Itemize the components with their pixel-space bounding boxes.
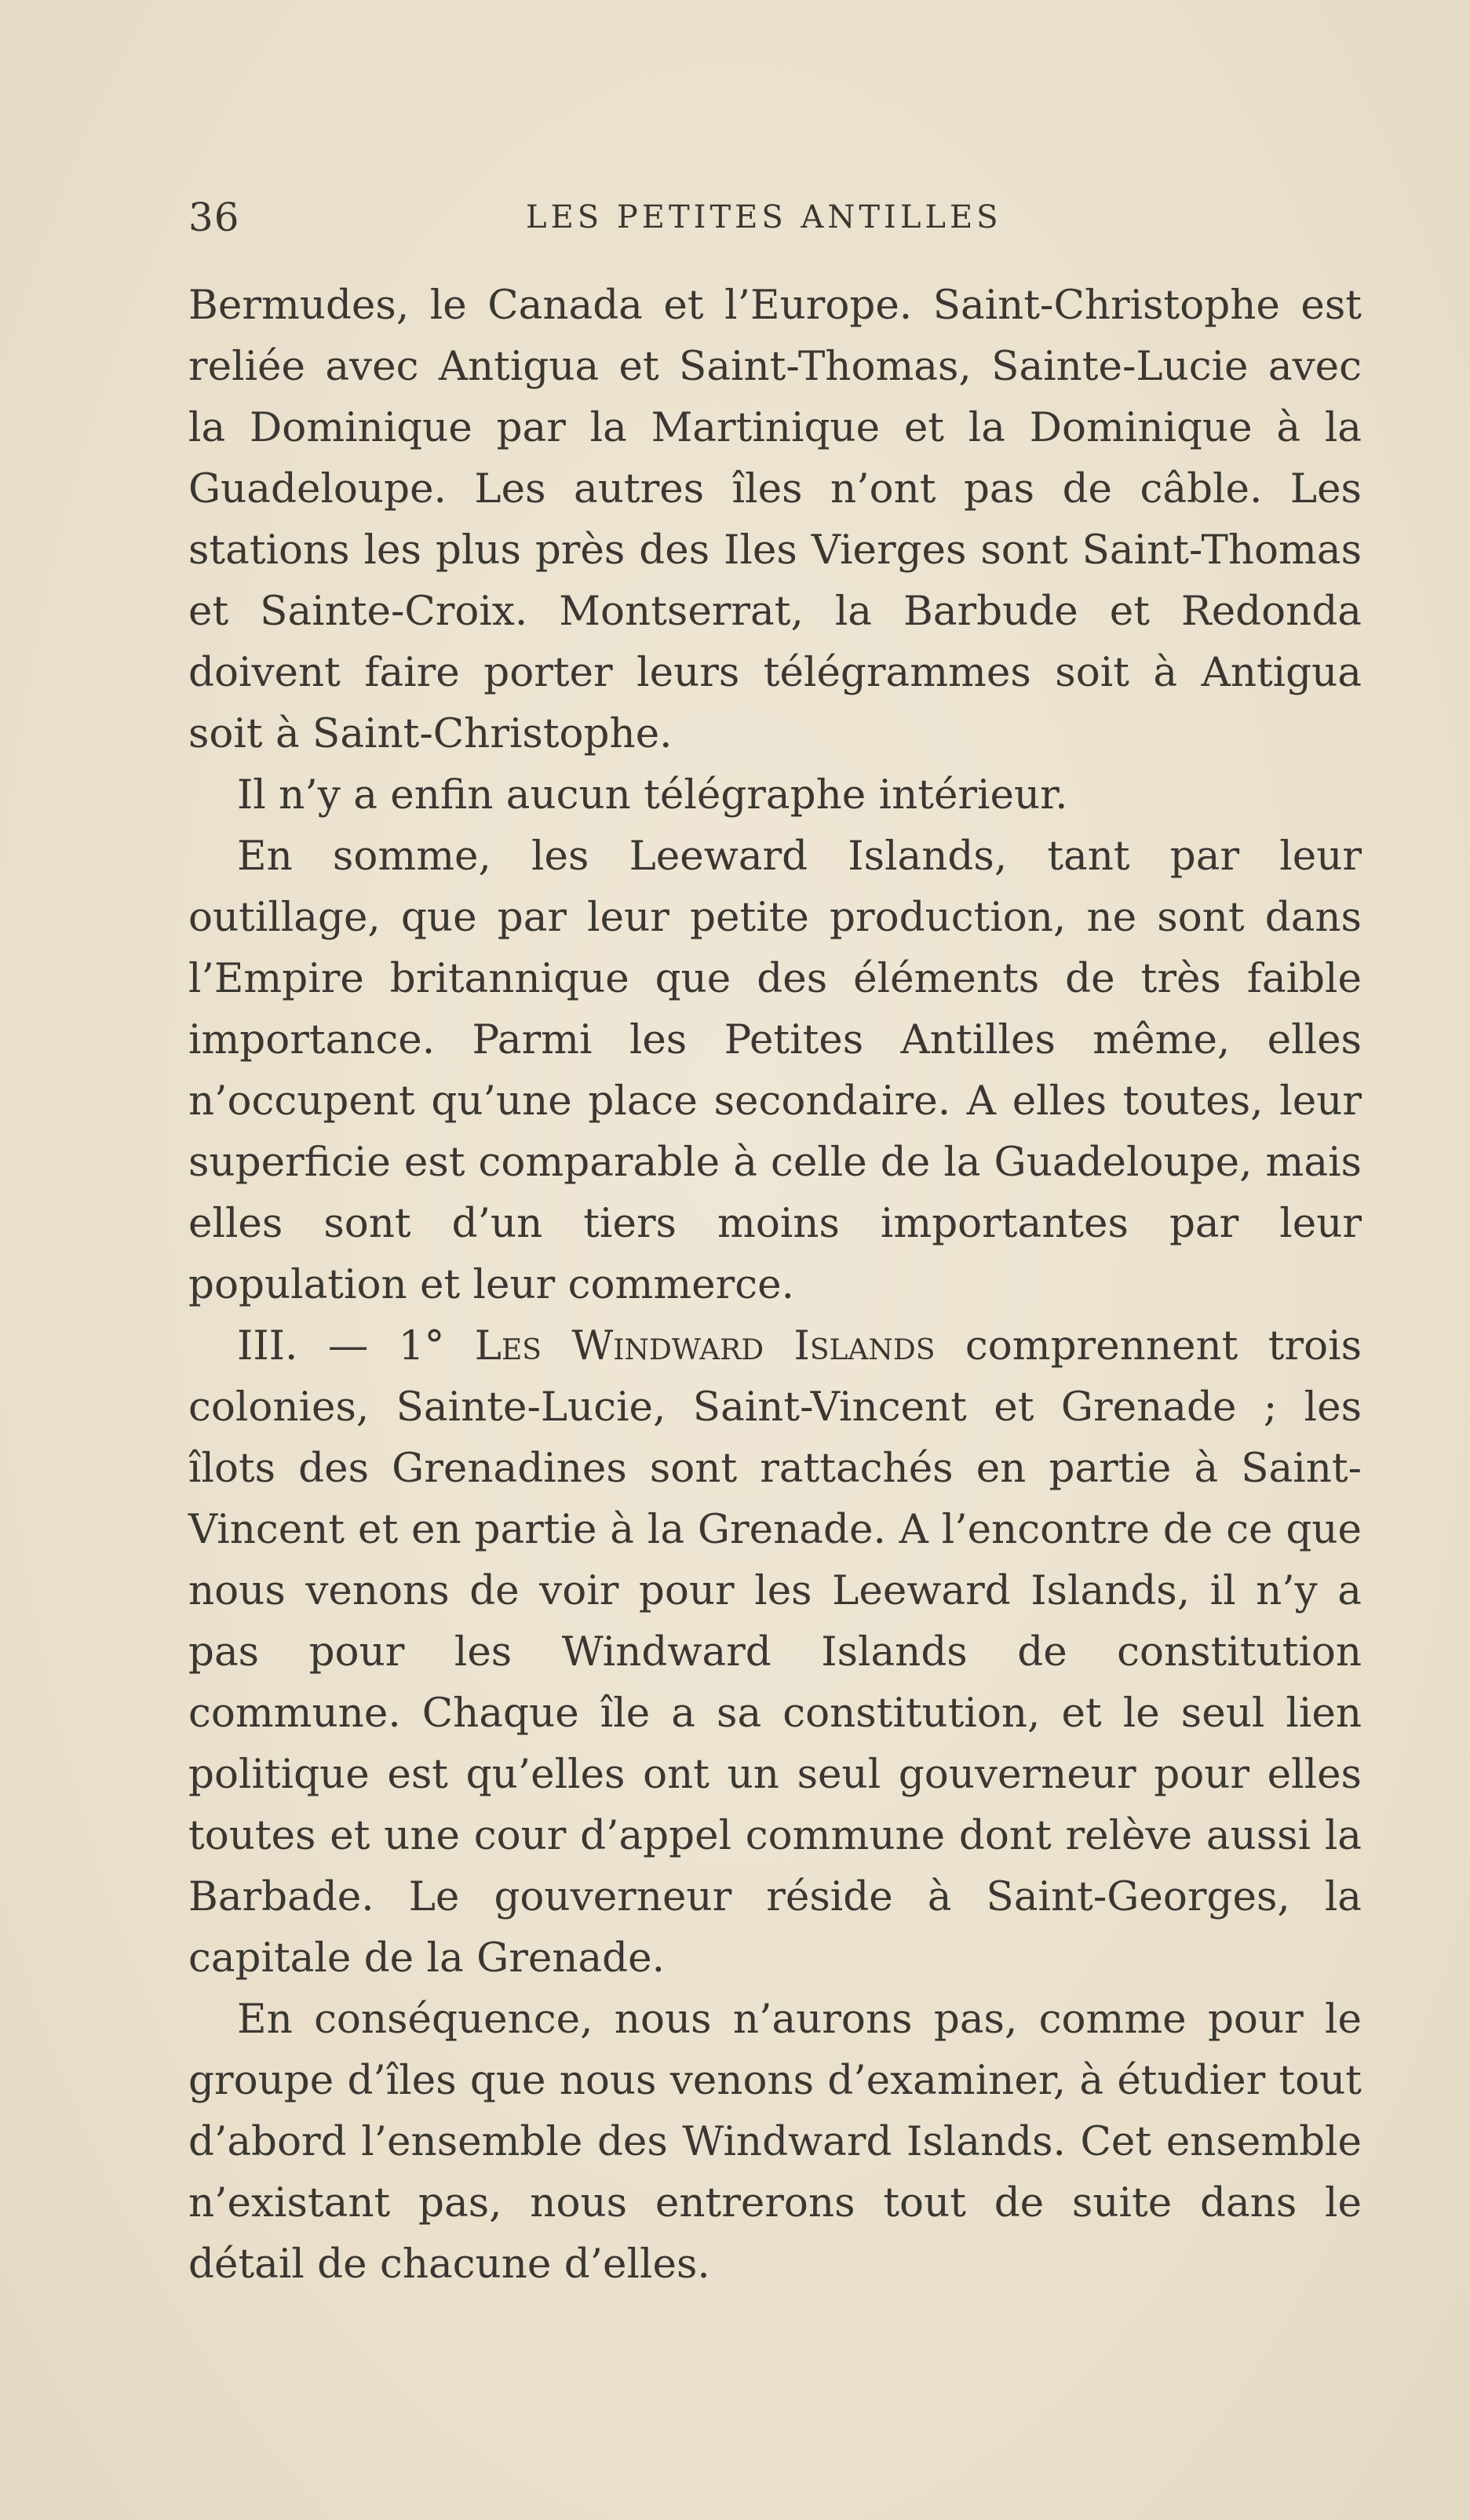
paragraph-5: En conséquence, nous n’aurons pas, comme pour le groupe d’îles que nous venons d’examiner, à étudier tout d’abord l’ensemble des Windward Islands. Cet ensemble n’existant pas, nous entrerons tout de suite dans le détail de chacune d’elles. [188, 1996, 1362, 2288]
paragraph-2: Il n’y a enfin aucun télégraphe intérieur. [237, 771, 1068, 819]
paragraph-3: En somme, les Leeward Islands, tant par leur outillage, que par leur petite production, ne sont dans l’Empire britannique que des éléments de très faible importance. Parmi les Petites Antilles même, elles n’occupent qu’une place secondaire. A elles toutes, leur superficie est comparable à celle de la Guadeloupe, mais elles sont d’un tiers moins importantes par leur population et leur commerce. [188, 833, 1362, 1308]
paragraph-4 [188, 1315, 1362, 1989]
paragraph-1: Bermudes, le Canada et l’Europe. Saint-Christophe est reliée avec Antigua et Saint-Thomas, Sainte-Lucie avec la Dominique par la Martinique et la Dominique à la Guadeloupe. Les autres îles n’ont pas de câble. Les stations les plus près des Iles Vierges sont Saint-Thomas et Sainte-Croix. Montserrat, la Barbude et Redonda doivent faire porter leurs télégrammes soit à Antigua soit à Saint-Christophe. [188, 282, 1362, 757]
section-number: III. — 1° [237, 1322, 475, 1369]
page-number: 36 [188, 195, 240, 240]
page-header [188, 195, 1052, 250]
running-head: LES PETITES ANTILLES [526, 199, 1002, 235]
body-text [188, 275, 1362, 2295]
paragraph-4-text: comprennent trois colonies, Sainte-Lucie, Saint-Vincent et Grenade ; les îlots des Grenadines sont rattachés en partie à Saint-Vincent et en partie à la Grenade. A l’encontre de ce que nous venons de voir pour les Leeward Islands, il n’y a pas pour les Windward Islands de constitution commune. Chaque île a sa constitution, et le seul lien politique est qu’elles ont un seul gouverneur pour elles toutes et une cour d’appel commune dont relève aussi la Barbade. Le gouverneur réside à Saint-Georges, la capitale de la Grenade. [188, 1322, 1362, 1982]
section-heading: Les Windward Islands [474, 1322, 936, 1369]
